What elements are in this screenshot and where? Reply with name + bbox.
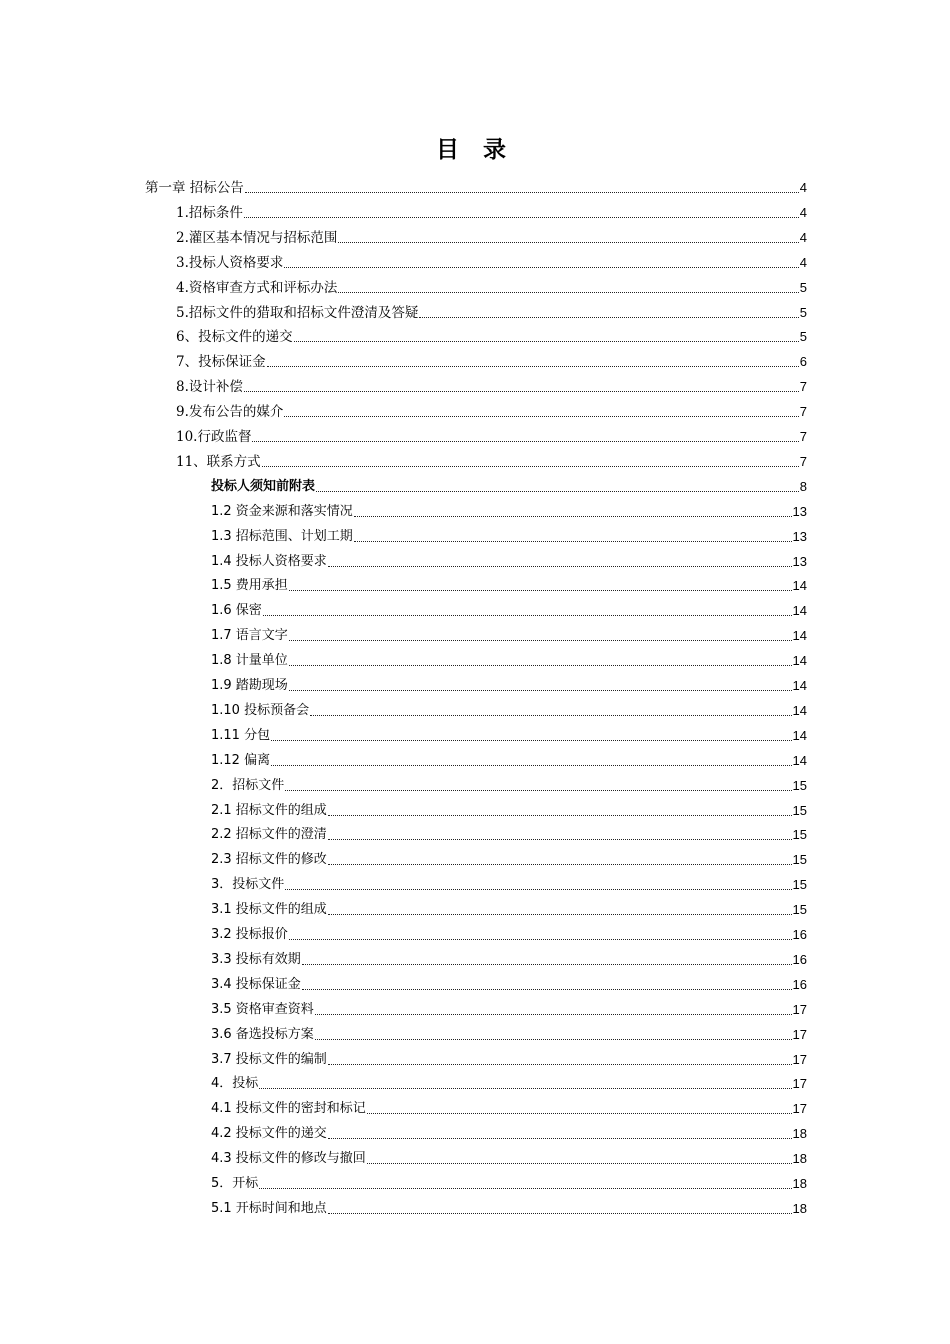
- toc-dot-leader: [315, 1039, 792, 1040]
- toc-entry-page-number: 6: [799, 354, 807, 370]
- toc-entry[interactable]: [211, 1095, 807, 1119]
- toc-dot-leader: [252, 441, 798, 442]
- toc-entry-text: 3.7 投标文件的编制: [211, 1051, 327, 1067]
- toc-entry-page-number: 14: [792, 603, 807, 619]
- toc-entry-text: 投标人须知前附表: [211, 478, 316, 494]
- toc-entry-text: 3.6 备选投标方案: [211, 1026, 314, 1042]
- toc-entry-page-number: 14: [792, 578, 807, 594]
- toc-dot-leader: [267, 366, 799, 367]
- toc-entry-text: 3.4 投标保证金: [211, 976, 301, 992]
- toc-dot-leader: [285, 889, 791, 890]
- toc-entry-text: 3．投标文件: [211, 877, 285, 893]
- toc-entry-text: 2.1 招标文件的组成: [211, 802, 327, 818]
- toc-dot-leader: [271, 765, 791, 766]
- toc-dot-leader: [284, 416, 798, 417]
- toc-entry-page-number: 13: [792, 528, 807, 544]
- toc-entry[interactable]: [211, 1021, 807, 1045]
- toc-dot-leader: [367, 1113, 792, 1114]
- toc-dot-leader: [328, 566, 792, 567]
- toc-entry[interactable]: [211, 597, 807, 621]
- toc-entry[interactable]: [211, 647, 807, 671]
- toc-entry-page-number: 14: [792, 702, 807, 718]
- toc-entry[interactable]: [211, 946, 807, 970]
- toc-dot-leader: [354, 516, 792, 517]
- toc-dot-leader: [310, 715, 791, 716]
- toc-dot-leader: [354, 541, 792, 542]
- toc-entry-text: 5．开标: [211, 1176, 259, 1191]
- toc-entry-text: 6、投标文件的递交: [176, 329, 293, 346]
- toc-entry[interactable]: [211, 1195, 807, 1219]
- toc-entry-text: 5.1 开标时间和地点: [211, 1200, 327, 1216]
- toc-entry[interactable]: [211, 722, 807, 746]
- toc-dot-leader: [259, 1188, 791, 1189]
- toc-entry[interactable]: [176, 274, 807, 298]
- toc-entry[interactable]: [211, 896, 807, 920]
- toc-entry[interactable]: [211, 821, 807, 845]
- toc-entry[interactable]: [211, 498, 807, 522]
- toc-entry[interactable]: [211, 523, 807, 547]
- toc-entry-page-number: 17: [792, 1001, 807, 1017]
- toc-entry-text: 8.设计补偿: [176, 379, 243, 396]
- toc-entry-page-number: 13: [792, 553, 807, 569]
- toc-dot-leader: [289, 939, 792, 940]
- toc-entry[interactable]: [211, 672, 807, 696]
- toc-entry-text: 2.3 招标文件的修改: [211, 852, 327, 868]
- toc-dot-leader: [263, 615, 792, 616]
- toc-title: 目 录: [435, 137, 514, 163]
- toc-entry-page-number: 4: [799, 254, 807, 270]
- toc-entry[interactable]: [176, 323, 807, 347]
- toc-entry-text: 1.4 投标人资格要求: [211, 553, 327, 569]
- toc-entry[interactable]: [176, 448, 807, 472]
- toc-entry[interactable]: [211, 772, 807, 796]
- toc-entry-page-number: 16: [792, 951, 807, 967]
- toc-entry[interactable]: [176, 348, 807, 372]
- toc-dot-leader: [244, 391, 799, 392]
- toc-entry-page-number: 15: [792, 877, 807, 893]
- toc-entry[interactable]: [211, 548, 807, 572]
- toc-entry-page-number: 14: [792, 752, 807, 768]
- toc-entry-text: 10.行政监督: [176, 429, 252, 445]
- toc-entry-page-number: 18: [792, 1200, 807, 1216]
- toc-entry-page-number: 16: [792, 927, 807, 942]
- toc-entry[interactable]: [211, 797, 807, 821]
- toc-entry[interactable]: [211, 1120, 807, 1144]
- toc-entry-page-number: 7: [799, 453, 807, 469]
- toc-dot-leader: [328, 1064, 792, 1065]
- toc-entry-text: 9.发布公告的媒介: [176, 404, 284, 421]
- toc-entry-page-number: 15: [792, 827, 807, 843]
- toc-entry-text: 1.12 偏离: [211, 752, 271, 768]
- toc-entry-page-number: 14: [792, 653, 807, 669]
- toc-entry-page-number: 15: [792, 777, 807, 793]
- toc-entry-text: 5.招标文件的猎取和招标文件澄清及答疑: [176, 304, 419, 321]
- toc-entry[interactable]: [211, 1046, 807, 1070]
- toc-entry[interactable]: [211, 697, 807, 721]
- toc-dot-leader: [244, 217, 799, 218]
- toc-entry-text: 4.2 投标文件的递交: [211, 1126, 327, 1142]
- toc-entry-text: 1.11 分包: [211, 727, 271, 743]
- toc-dot-leader: [338, 292, 798, 293]
- toc-entry-page-number: 4: [799, 229, 807, 245]
- toc-entry[interactable]: [176, 373, 807, 397]
- toc-entry-text: 3.投标人资格要求: [176, 254, 284, 271]
- toc-entry-text: 4.1 投标文件的密封和标记: [211, 1101, 366, 1117]
- toc-entry-page-number: 17: [792, 1026, 807, 1042]
- toc-entry-page-number: 7: [799, 404, 807, 420]
- toc-entry-text: 1.6 保密: [211, 603, 262, 619]
- toc-entry[interactable]: [211, 572, 807, 596]
- toc-entry-text: 4.资格审查方式和评标办法: [176, 279, 338, 296]
- toc-entry[interactable]: [176, 299, 807, 323]
- toc-entry-text: 7、投标保证金: [176, 354, 266, 371]
- toc-entry-page-number: 15: [792, 802, 807, 818]
- toc-dot-leader: [328, 914, 792, 915]
- toc-entry[interactable]: [176, 423, 807, 447]
- toc-dot-leader: [271, 740, 791, 741]
- toc-dot-leader: [289, 590, 792, 591]
- toc-entry-text: 1.7 语言文字: [211, 628, 288, 644]
- toc-entry-text: 1.8 计量单位: [211, 653, 288, 669]
- toc-entry[interactable]: [211, 996, 807, 1020]
- toc-entry-text: 1.10 投标预备会: [211, 702, 310, 718]
- toc-dot-leader: [289, 640, 792, 641]
- toc-dot-leader: [315, 1014, 792, 1015]
- toc-entry-text: 1.2 资金来源和落实情况: [211, 503, 353, 519]
- toc-entry-page-number: 17: [792, 1076, 807, 1092]
- toc-entry[interactable]: [211, 971, 807, 995]
- toc-entry-page-number: 17: [792, 1101, 807, 1117]
- toc-entry-text: 2.灌区基本情况与招标范围: [176, 229, 338, 246]
- toc-entry[interactable]: [211, 846, 807, 870]
- toc-dot-leader: [316, 491, 799, 492]
- toc-dot-leader: [302, 989, 792, 990]
- toc-dot-leader: [262, 466, 799, 467]
- toc-entry[interactable]: [176, 249, 807, 273]
- toc-dot-leader: [259, 1088, 791, 1089]
- toc-entry-text: 11、联系方式: [176, 453, 261, 470]
- toc-entry-text: 3.5 资格审查资料: [211, 1001, 314, 1017]
- toc-dot-leader: [367, 1163, 792, 1164]
- toc-entry-text: 3.2 投标报价: [211, 927, 288, 942]
- toc-entry[interactable]: [211, 1070, 807, 1094]
- toc-entry-text: 4.3 投标文件的修改与撤回: [211, 1151, 366, 1167]
- toc-entry-page-number: 4: [799, 180, 807, 195]
- toc-entry-page-number: 5: [799, 304, 807, 320]
- toc-entry[interactable]: [211, 473, 807, 497]
- toc-entry-page-number: 4: [799, 204, 807, 220]
- toc-entry-page-number: 13: [792, 503, 807, 519]
- toc-entry-page-number: 17: [792, 1051, 807, 1067]
- toc-entry-text: 1.3 招标范围、计划工期: [211, 528, 353, 544]
- toc-entry[interactable]: [176, 224, 807, 248]
- toc-dot-leader: [302, 964, 792, 965]
- toc-entry-page-number: 16: [792, 976, 807, 992]
- toc-entry-text: 3.1 投标文件的组成: [211, 902, 327, 918]
- toc-dot-leader: [285, 790, 791, 791]
- toc-entry-text: 4．投标: [211, 1076, 259, 1092]
- toc-entry-page-number: 14: [792, 628, 807, 644]
- toc-entry[interactable]: [211, 1145, 807, 1169]
- toc-entry-text: 2.2 招标文件的澄清: [211, 827, 327, 843]
- toc-entry-page-number: 7: [799, 379, 807, 395]
- toc-entry-text: 第一章 招标公告: [145, 180, 244, 196]
- toc-entry-page-number: 18: [792, 1151, 807, 1167]
- toc-entry-text: 1.9 踏勘现场: [211, 678, 288, 693]
- toc-dot-leader: [328, 1138, 792, 1139]
- toc-entry-page-number: 15: [792, 902, 807, 918]
- toc-entry[interactable]: [211, 1170, 807, 1194]
- toc-dot-leader: [294, 341, 799, 342]
- toc-dot-leader: [419, 317, 798, 318]
- toc-entry[interactable]: [211, 921, 807, 945]
- toc-entry-page-number: 5: [799, 279, 807, 295]
- toc-entry-page-number: 5: [799, 329, 807, 345]
- toc-dot-leader: [328, 1213, 792, 1214]
- toc-dot-leader: [328, 864, 792, 865]
- toc-entry[interactable]: [145, 174, 807, 198]
- toc-entry[interactable]: [211, 871, 807, 895]
- toc-entry[interactable]: [211, 747, 807, 771]
- toc-entry-page-number: 18: [792, 1176, 807, 1191]
- toc-entry-text: 2．招标文件: [211, 777, 285, 793]
- toc-dot-leader: [328, 815, 792, 816]
- toc-dot-leader: [289, 665, 792, 666]
- toc-dot-leader: [338, 242, 798, 243]
- toc-dot-leader: [328, 839, 792, 840]
- toc-entry[interactable]: [211, 622, 807, 646]
- toc-entry-text: 1.招标条件: [176, 204, 243, 221]
- toc-dot-leader: [289, 690, 792, 691]
- toc-entry[interactable]: [176, 199, 807, 223]
- toc-dot-leader: [245, 192, 799, 193]
- toc-entry-page-number: 18: [792, 1126, 807, 1142]
- toc-entry-page-number: 14: [792, 678, 807, 693]
- toc-dot-leader: [284, 267, 798, 268]
- toc-entry-page-number: 14: [792, 727, 807, 743]
- toc-entry-page-number: 7: [799, 429, 807, 444]
- toc-entry-page-number: 15: [792, 852, 807, 868]
- toc-entry[interactable]: [176, 398, 807, 422]
- toc-entry-text: 3.3 投标有效期: [211, 951, 301, 967]
- toc-entry-page-number: 8: [799, 478, 807, 494]
- toc-entry-text: 1.5 费用承担: [211, 578, 288, 594]
